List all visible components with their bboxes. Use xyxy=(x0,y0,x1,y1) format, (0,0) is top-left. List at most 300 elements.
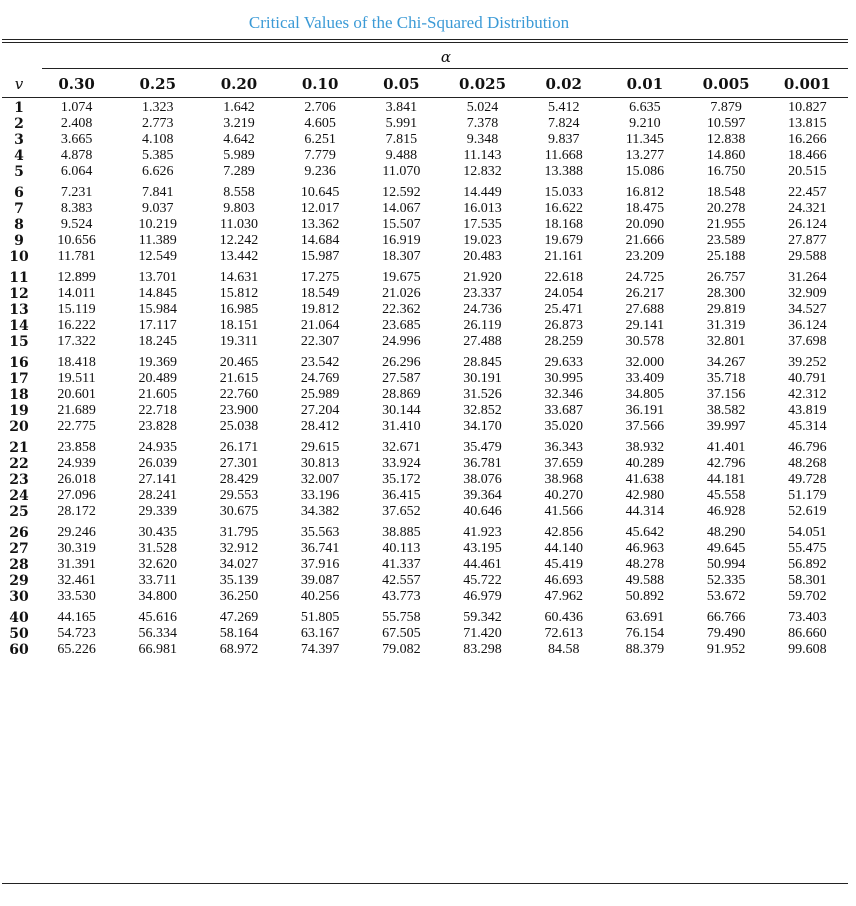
critical-value-cell: 36.191 xyxy=(625,403,665,418)
critical-value-cell: 16.266 xyxy=(788,132,827,147)
table-row xyxy=(2,419,848,435)
column-header-alpha: 0.025 xyxy=(459,74,507,93)
critical-value-cell: 16.750 xyxy=(706,164,746,179)
critical-value-cell: 15.119 xyxy=(57,302,96,317)
critical-value-cell: 48.278 xyxy=(625,557,665,572)
table-row xyxy=(2,371,848,387)
critical-value-cell: 24.736 xyxy=(463,302,502,317)
critical-value-cell: 23.828 xyxy=(138,419,178,434)
critical-value-cell: 44.181 xyxy=(706,472,746,487)
critical-value-cell: 11.389 xyxy=(138,233,177,248)
critical-value-cell: 12.592 xyxy=(382,185,421,200)
table-row xyxy=(2,573,848,589)
table-row xyxy=(2,541,848,557)
critical-value-cell: 22.618 xyxy=(544,270,583,285)
critical-value-cell: 37.652 xyxy=(382,504,421,519)
critical-value-cell: 72.613 xyxy=(544,626,583,641)
critical-value-cell: 8.558 xyxy=(223,185,255,200)
critical-value-cell: 37.659 xyxy=(544,456,583,471)
critical-value-cell: 13.701 xyxy=(138,270,178,285)
critical-value-cell: 23.685 xyxy=(382,318,421,333)
critical-value-cell: 31.264 xyxy=(788,270,827,285)
critical-value-cell: 16.919 xyxy=(382,233,421,248)
critical-value-cell: 42.557 xyxy=(382,573,421,588)
critical-value-cell: 37.566 xyxy=(625,419,665,434)
critical-value-cell: 36.250 xyxy=(219,589,259,604)
critical-value-cell: 47.269 xyxy=(219,610,259,625)
critical-value-cell: 2.773 xyxy=(142,116,174,131)
critical-value-cell: 32.852 xyxy=(463,403,502,418)
chi-squared-table xyxy=(2,70,848,658)
critical-value-cell: 16.812 xyxy=(625,185,665,200)
critical-value-cell: 48.268 xyxy=(788,456,827,471)
critical-value-cell: 24.939 xyxy=(57,456,96,471)
degrees-of-freedom: 4 xyxy=(14,148,24,164)
critical-value-cell: 5.024 xyxy=(466,100,499,115)
degrees-of-freedom: 17 xyxy=(9,371,29,387)
critical-value-cell: 50.892 xyxy=(625,589,665,604)
critical-value-cell: 22.760 xyxy=(219,387,259,402)
critical-value-cell: 23.337 xyxy=(463,286,502,301)
critical-value-cell: 3.665 xyxy=(60,132,93,147)
degrees-of-freedom: 6 xyxy=(14,185,24,201)
critical-value-cell: 76.154 xyxy=(625,626,665,641)
critical-value-cell: 31.410 xyxy=(382,419,421,434)
table-row xyxy=(2,97,848,116)
table-row xyxy=(2,334,848,350)
critical-value-cell: 18.307 xyxy=(382,249,421,264)
critical-value-cell: 27.096 xyxy=(57,488,96,503)
critical-value-cell: 20.465 xyxy=(219,355,259,370)
critical-value-cell: 30.144 xyxy=(382,403,421,418)
critical-value-cell: 35.718 xyxy=(706,371,746,386)
critical-value-cell: 7.841 xyxy=(142,185,174,200)
critical-value-cell: 30.675 xyxy=(219,504,259,519)
critical-value-cell: 43.819 xyxy=(788,403,827,418)
critical-value-cell: 23.209 xyxy=(625,249,665,264)
critical-value-cell: 37.916 xyxy=(300,557,340,572)
critical-value-cell: 4.878 xyxy=(60,148,93,163)
degrees-of-freedom: 27 xyxy=(9,541,29,557)
critical-value-cell: 19.675 xyxy=(382,270,421,285)
critical-value-cell: 45.314 xyxy=(788,419,827,434)
critical-value-cell: 35.479 xyxy=(463,440,502,455)
critical-value-cell: 66.766 xyxy=(706,610,746,625)
critical-value-cell: 26.296 xyxy=(382,355,421,370)
column-header-alpha: 0.005 xyxy=(702,74,750,93)
critical-value-cell: 74.397 xyxy=(300,642,340,657)
critical-value-cell: 35.139 xyxy=(219,573,259,588)
critical-value-cell: 36.343 xyxy=(544,440,583,455)
critical-value-cell: 44.314 xyxy=(625,504,665,519)
critical-value-cell: 56.892 xyxy=(788,557,827,572)
critical-value-cell: 45.616 xyxy=(138,610,178,625)
table-row xyxy=(2,456,848,472)
critical-value-cell: 31.391 xyxy=(57,557,96,572)
critical-value-cell: 1.642 xyxy=(223,100,255,115)
critical-value-cell: 12.549 xyxy=(138,249,178,264)
critical-value-cell: 30.435 xyxy=(138,525,178,540)
critical-value-cell: 43.195 xyxy=(463,541,502,556)
critical-value-cell: 14.860 xyxy=(706,148,746,163)
critical-value-cell: 20.278 xyxy=(706,201,746,216)
critical-value-cell: 42.796 xyxy=(706,456,746,471)
critical-value-cell: 32.909 xyxy=(788,286,827,301)
critical-value-cell: 41.337 xyxy=(382,557,421,572)
critical-value-cell: 53.672 xyxy=(706,589,746,604)
column-header-alpha: 0.10 xyxy=(301,74,339,93)
critical-value-cell: 18.549 xyxy=(300,286,340,301)
critical-value-cell: 65.226 xyxy=(57,642,96,657)
critical-value-cell: 32.000 xyxy=(625,355,665,370)
critical-value-cell: 26.757 xyxy=(706,270,746,285)
critical-value-cell: 38.582 xyxy=(706,403,746,418)
critical-value-cell: 39.364 xyxy=(463,488,502,503)
critical-value-cell: 6.064 xyxy=(60,164,93,179)
critical-value-cell: 1.323 xyxy=(142,100,174,115)
critical-value-cell: 39.252 xyxy=(788,355,827,370)
degrees-of-freedom: 5 xyxy=(14,164,24,180)
critical-value-cell: 9.236 xyxy=(304,164,336,179)
critical-value-cell: 29.615 xyxy=(300,440,340,455)
critical-value-cell: 15.987 xyxy=(300,249,340,264)
critical-value-cell: 7.231 xyxy=(60,185,93,200)
critical-value-cell: 28.429 xyxy=(219,472,259,487)
critical-value-cell: 30.578 xyxy=(625,334,665,349)
critical-value-cell: 20.489 xyxy=(138,371,178,386)
critical-value-cell: 34.527 xyxy=(788,302,827,317)
critical-value-cell: 10.656 xyxy=(57,233,96,248)
critical-value-cell: 18.475 xyxy=(625,201,665,216)
critical-value-cell: 46.963 xyxy=(625,541,665,556)
critical-value-cell: 40.270 xyxy=(544,488,583,503)
alpha-rule xyxy=(42,68,848,69)
critical-value-cell: 44.461 xyxy=(463,557,502,572)
critical-value-cell: 36.124 xyxy=(788,318,827,333)
critical-value-cell: 56.334 xyxy=(138,626,178,641)
critical-value-cell: 5.989 xyxy=(223,148,255,163)
critical-value-cell: 11.781 xyxy=(57,249,96,264)
table-row xyxy=(2,472,848,488)
critical-value-cell: 18.466 xyxy=(788,148,827,163)
critical-value-cell: 21.605 xyxy=(138,387,178,402)
critical-value-cell: 31.795 xyxy=(219,525,259,540)
critical-value-cell: 4.642 xyxy=(223,132,255,147)
critical-value-cell: 84.58 xyxy=(547,642,580,657)
critical-value-cell: 4.605 xyxy=(304,116,336,131)
critical-value-cell: 26.039 xyxy=(138,456,178,471)
critical-value-cell: 10.597 xyxy=(706,116,746,131)
critical-value-cell: 7.779 xyxy=(304,148,336,163)
table-row xyxy=(2,435,848,456)
degrees-of-freedom: 22 xyxy=(9,456,29,472)
critical-value-cell: 33.409 xyxy=(625,371,665,386)
critical-value-cell: 48.290 xyxy=(706,525,746,540)
critical-value-cell: 47.962 xyxy=(544,589,583,604)
critical-value-cell: 1.074 xyxy=(60,100,93,115)
critical-value-cell: 42.980 xyxy=(625,488,665,503)
critical-value-cell: 20.601 xyxy=(57,387,96,402)
critical-value-cell: 40.646 xyxy=(463,504,502,519)
critical-value-cell: 40.289 xyxy=(625,456,665,471)
critical-value-cell: 26.018 xyxy=(57,472,96,487)
critical-value-cell: 30.995 xyxy=(544,371,583,386)
critical-value-cell: 24.725 xyxy=(625,270,665,285)
degrees-of-freedom: 26 xyxy=(9,525,29,541)
critical-value-cell: 6.626 xyxy=(142,164,174,179)
critical-value-cell: 51.179 xyxy=(788,488,827,503)
critical-value-cell: 25.989 xyxy=(300,387,340,402)
critical-value-cell: 14.011 xyxy=(57,286,96,301)
critical-value-cell: 26.873 xyxy=(544,318,583,333)
critical-value-cell: 28.172 xyxy=(57,504,96,519)
critical-value-cell: 5.385 xyxy=(142,148,174,163)
table-row xyxy=(2,557,848,573)
critical-value-cell: 86.660 xyxy=(788,626,827,641)
degrees-of-freedom: 10 xyxy=(9,249,29,265)
critical-value-cell: 26.124 xyxy=(788,217,827,232)
critical-value-cell: 8.383 xyxy=(60,201,93,216)
critical-value-cell: 39.087 xyxy=(300,573,340,588)
critical-value-cell: 18.151 xyxy=(219,318,259,333)
critical-value-cell: 9.037 xyxy=(142,201,174,216)
column-header-alpha: 0.02 xyxy=(545,74,582,93)
degrees-of-freedom: 3 xyxy=(14,132,24,148)
critical-value-cell: 26.171 xyxy=(219,440,259,455)
degrees-of-freedom: 24 xyxy=(9,488,29,504)
critical-value-cell: 31.319 xyxy=(706,318,746,333)
column-header-row xyxy=(2,70,848,97)
degrees-of-freedom: 8 xyxy=(14,217,24,233)
critical-value-cell: 35.020 xyxy=(544,419,583,434)
critical-value-cell: 67.505 xyxy=(382,626,421,641)
critical-value-cell: 25.038 xyxy=(219,419,259,434)
critical-value-cell: 33.711 xyxy=(138,573,177,588)
degrees-of-freedom: 7 xyxy=(14,201,24,217)
critical-value-cell: 2.706 xyxy=(304,100,336,115)
critical-value-cell: 27.688 xyxy=(625,302,665,317)
critical-value-cell: 36.415 xyxy=(382,488,421,503)
critical-value-cell: 14.631 xyxy=(219,270,259,285)
critical-value-cell: 13.277 xyxy=(625,148,665,163)
critical-value-cell: 11.345 xyxy=(625,132,664,147)
top-rule-double xyxy=(2,42,848,43)
critical-value-cell: 12.017 xyxy=(300,201,340,216)
critical-value-cell: 49.588 xyxy=(625,573,665,588)
critical-value-cell: 40.791 xyxy=(788,371,827,386)
table-row xyxy=(2,642,848,658)
alpha-label: α xyxy=(440,48,452,66)
critical-value-cell: 19.023 xyxy=(463,233,502,248)
critical-value-cell: 11.143 xyxy=(463,148,502,163)
table-row xyxy=(2,180,848,201)
critical-value-cell: 5.991 xyxy=(385,116,418,131)
critical-value-cell: 37.156 xyxy=(706,387,746,402)
critical-value-cell: 27.141 xyxy=(138,472,178,487)
table-row xyxy=(2,116,848,132)
critical-value-cell: 27.204 xyxy=(300,403,340,418)
degrees-of-freedom: 50 xyxy=(9,626,29,642)
critical-value-cell: 14.067 xyxy=(382,201,421,216)
critical-value-cell: 38.076 xyxy=(463,472,502,487)
critical-value-cell: 19.511 xyxy=(57,371,96,386)
critical-value-cell: 28.259 xyxy=(544,334,583,349)
degrees-of-freedom: 18 xyxy=(9,387,29,403)
critical-value-cell: 9.837 xyxy=(547,132,580,147)
critical-value-cell: 7.815 xyxy=(385,132,418,147)
critical-value-cell: 21.161 xyxy=(544,249,583,264)
critical-value-cell: 21.955 xyxy=(706,217,746,232)
critical-value-cell: 54.051 xyxy=(788,525,827,540)
critical-value-cell: 34.027 xyxy=(219,557,259,572)
column-header-alpha: 0.05 xyxy=(383,74,420,93)
critical-value-cell: 13.815 xyxy=(788,116,827,131)
critical-value-cell: 23.589 xyxy=(706,233,746,248)
critical-value-cell: 52.335 xyxy=(706,573,746,588)
critical-value-cell: 32.801 xyxy=(706,334,746,349)
critical-value-cell: 24.935 xyxy=(138,440,178,455)
critical-value-cell: 32.620 xyxy=(138,557,178,572)
critical-value-cell: 38.968 xyxy=(544,472,583,487)
critical-value-cell: 25.471 xyxy=(544,302,583,317)
critical-value-cell: 27.488 xyxy=(463,334,502,349)
critical-value-cell: 11.030 xyxy=(219,217,258,232)
degrees-of-freedom: 1 xyxy=(14,100,24,116)
critical-value-cell: 41.638 xyxy=(625,472,665,487)
critical-value-cell: 21.666 xyxy=(625,233,665,248)
critical-value-cell: 43.773 xyxy=(382,589,421,604)
critical-value-cell: 52.619 xyxy=(788,504,827,519)
critical-value-cell: 54.723 xyxy=(57,626,96,641)
critical-value-cell: 30.191 xyxy=(463,371,502,386)
critical-value-cell: 45.722 xyxy=(463,573,502,588)
critical-value-cell: 27.587 xyxy=(382,371,421,386)
critical-value-cell: 5.412 xyxy=(547,100,580,115)
table-row xyxy=(2,164,848,180)
table-row xyxy=(2,387,848,403)
critical-value-cell: 2.408 xyxy=(60,116,93,131)
critical-value-cell: 16.985 xyxy=(219,302,259,317)
critical-value-cell: 3.219 xyxy=(223,116,255,131)
critical-value-cell: 7.378 xyxy=(466,116,499,131)
critical-value-cell: 46.693 xyxy=(544,573,583,588)
critical-value-cell: 33.924 xyxy=(382,456,421,471)
critical-value-cell: 12.832 xyxy=(463,164,502,179)
table-row xyxy=(2,265,848,286)
critical-value-cell: 20.515 xyxy=(788,164,827,179)
critical-value-cell: 21.064 xyxy=(300,318,340,333)
critical-value-cell: 22.718 xyxy=(138,403,178,418)
critical-value-cell: 15.033 xyxy=(544,185,583,200)
critical-value-cell: 68.972 xyxy=(219,642,259,657)
critical-value-cell: 17.117 xyxy=(138,318,177,333)
critical-value-cell: 18.168 xyxy=(544,217,583,232)
critical-value-cell: 36.781 xyxy=(463,456,502,471)
critical-value-cell: 49.645 xyxy=(706,541,746,556)
critical-value-cell: 21.026 xyxy=(382,286,421,301)
header-rule xyxy=(2,97,848,98)
critical-value-cell: 37.698 xyxy=(788,334,827,349)
critical-value-cell: 30.319 xyxy=(57,541,96,556)
critical-value-cell: 51.805 xyxy=(300,610,340,625)
critical-value-cell: 11.668 xyxy=(544,148,583,163)
degrees-of-freedom: 2 xyxy=(14,116,24,132)
critical-value-cell: 79.490 xyxy=(706,626,746,641)
column-header-alpha: 0.20 xyxy=(220,74,258,93)
table-row xyxy=(2,302,848,318)
critical-value-cell: 15.812 xyxy=(219,286,259,301)
critical-value-cell: 29.246 xyxy=(57,525,96,540)
table-row xyxy=(2,148,848,164)
critical-value-cell: 21.615 xyxy=(219,371,259,386)
critical-value-cell: 32.671 xyxy=(382,440,421,455)
critical-value-cell: 27.877 xyxy=(788,233,827,248)
critical-value-cell: 12.242 xyxy=(219,233,259,248)
degrees-of-freedom: 40 xyxy=(9,610,29,626)
critical-value-cell: 9.488 xyxy=(385,148,418,163)
critical-value-cell: 30.813 xyxy=(300,456,340,471)
critical-value-cell: 44.140 xyxy=(544,541,583,556)
degrees-of-freedom: 28 xyxy=(9,557,29,573)
critical-value-cell: 29.819 xyxy=(706,302,746,317)
table-row xyxy=(2,318,848,334)
critical-value-cell: 46.979 xyxy=(463,589,502,604)
critical-value-cell: 29.339 xyxy=(138,504,178,519)
column-header-alpha: 0.30 xyxy=(58,74,95,93)
critical-value-cell: 28.869 xyxy=(382,387,421,402)
table-body xyxy=(2,97,848,658)
top-rule xyxy=(2,39,848,40)
critical-value-cell: 55.758 xyxy=(382,610,421,625)
critical-value-cell: 20.483 xyxy=(463,249,502,264)
critical-value-cell: 88.379 xyxy=(625,642,665,657)
critical-value-cell: 63.167 xyxy=(300,626,340,641)
critical-value-cell: 33.196 xyxy=(300,488,340,503)
critical-value-cell: 83.298 xyxy=(463,642,502,657)
degrees-of-freedom: 13 xyxy=(9,302,29,318)
critical-value-cell: 25.188 xyxy=(706,249,746,264)
critical-value-cell: 17.322 xyxy=(57,334,96,349)
critical-value-cell: 24.996 xyxy=(382,334,421,349)
critical-value-cell: 41.923 xyxy=(463,525,502,540)
critical-value-cell: 20.090 xyxy=(625,217,665,232)
critical-value-cell: 12.899 xyxy=(57,270,96,285)
critical-value-cell: 44.165 xyxy=(57,610,96,625)
critical-value-cell: 29.553 xyxy=(219,488,259,503)
critical-value-cell: 21.689 xyxy=(57,403,96,418)
table-row xyxy=(2,605,848,626)
critical-value-cell: 45.642 xyxy=(625,525,665,540)
critical-value-cell: 39.997 xyxy=(706,419,746,434)
critical-value-cell: 41.566 xyxy=(544,504,583,519)
critical-value-cell: 23.858 xyxy=(57,440,96,455)
critical-value-cell: 17.535 xyxy=(463,217,502,232)
critical-value-cell: 63.691 xyxy=(625,610,665,625)
column-header-alpha: 0.01 xyxy=(626,74,664,93)
critical-value-cell: 18.418 xyxy=(57,355,96,370)
critical-value-cell: 29.588 xyxy=(788,249,827,264)
degrees-of-freedom: 15 xyxy=(9,334,29,350)
critical-value-cell: 22.775 xyxy=(57,419,96,434)
critical-value-cell: 13.362 xyxy=(300,217,340,232)
critical-value-cell: 58.301 xyxy=(788,573,827,588)
critical-value-cell: 24.769 xyxy=(300,371,340,386)
critical-value-cell: 33.687 xyxy=(544,403,583,418)
critical-value-cell: 18.245 xyxy=(138,334,178,349)
critical-value-cell: 99.608 xyxy=(788,642,827,657)
degrees-of-freedom: 16 xyxy=(9,355,29,371)
critical-value-cell: 16.222 xyxy=(57,318,96,333)
